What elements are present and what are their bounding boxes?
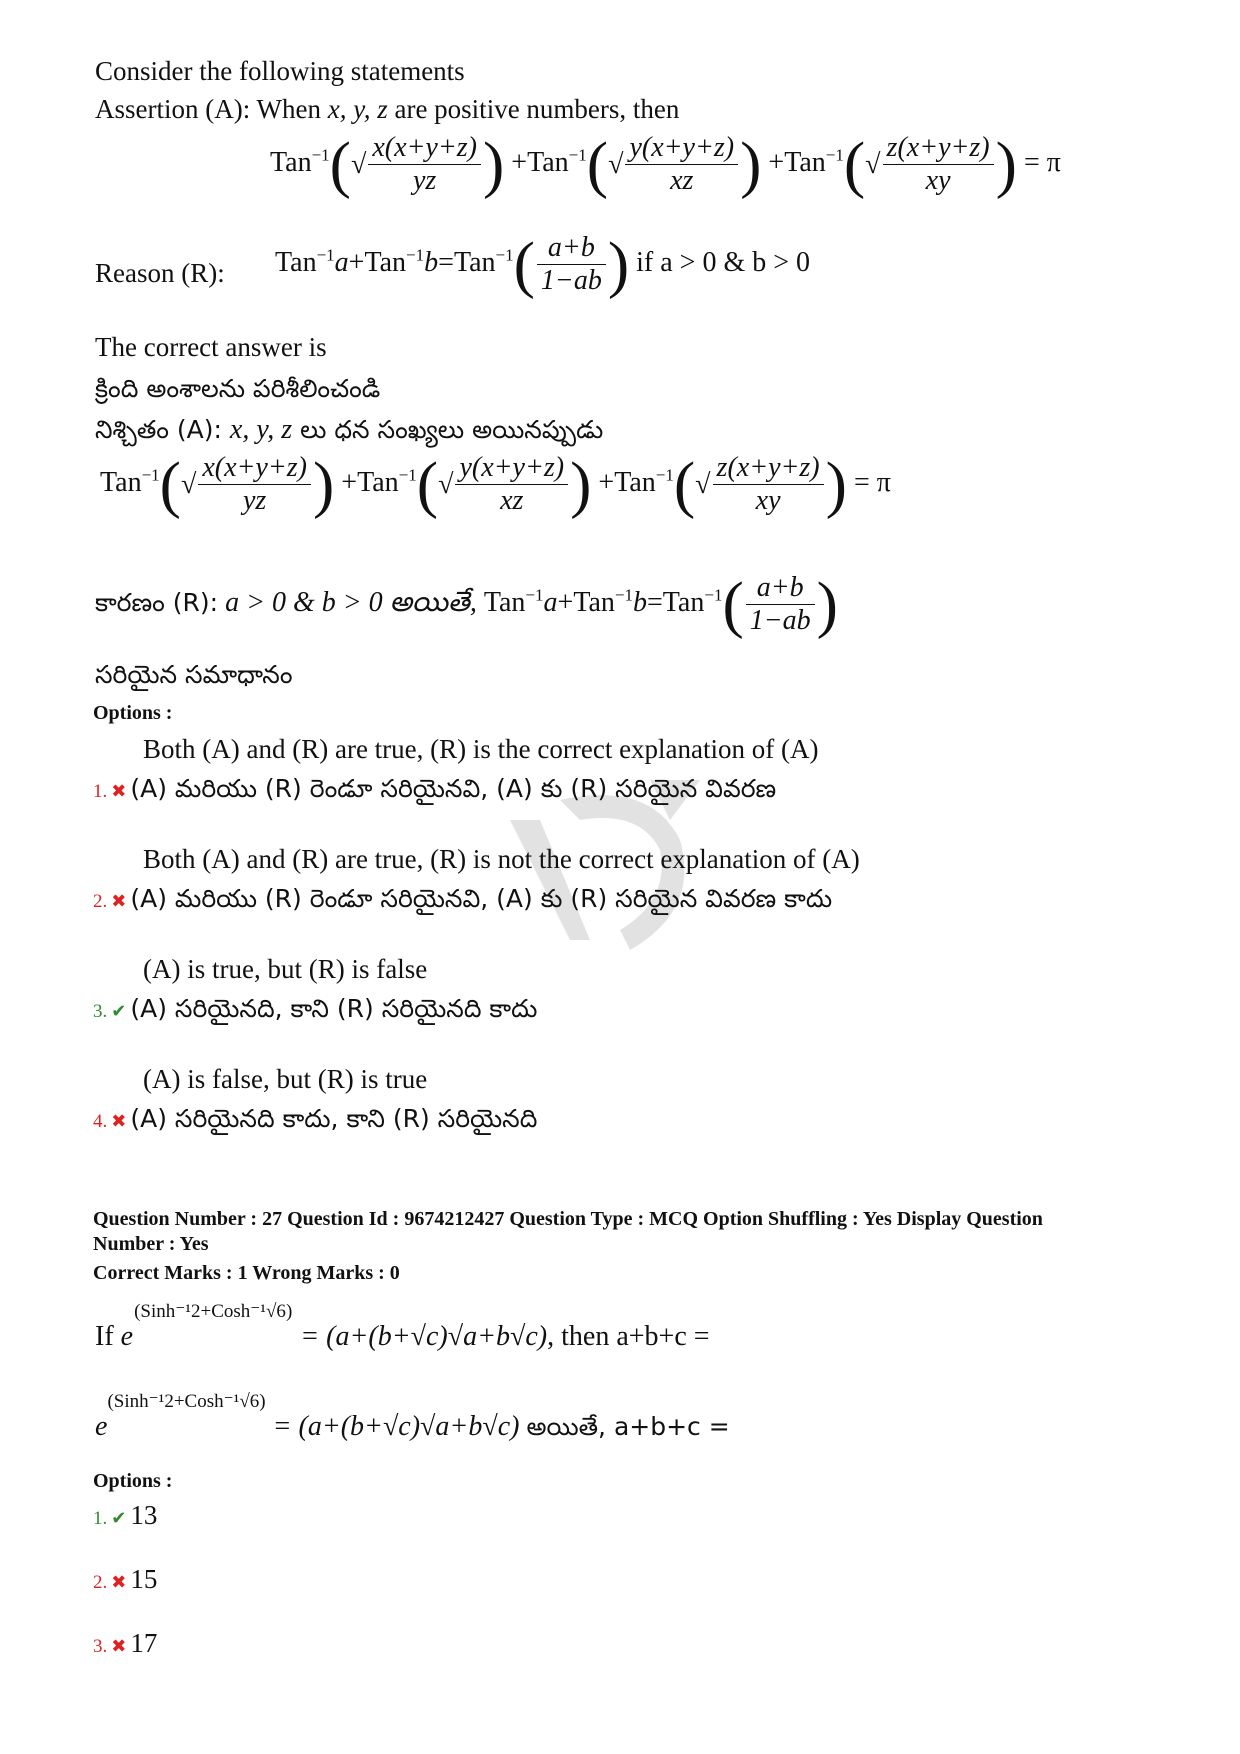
wrong-icon: ✖ — [111, 1111, 127, 1132]
option-number: 3. — [93, 1636, 108, 1657]
q26-options-label: Options : — [93, 702, 173, 724]
q26-te-reason: కారణం (R): a > 0 & b > 0 అయితే, Tan$^{-1}$a+Tan$^{-1}$b=Tan$^{-1}$( $\frac{a+b}{1-ab}$ ) — [95, 568, 838, 640]
option-text-en: Both (A) and (R) are true, (R) is not the correct explanation of (A) — [143, 844, 860, 874]
option-value: 13 — [130, 1500, 158, 1530]
option-text-te: (A) సరియైనది, కాని (R) సరియైనది కాదు — [130, 994, 538, 1023]
q27-option-1[interactable] — [93, 1500, 157, 1531]
q27-meta-line2: Number : Yes — [93, 1233, 209, 1255]
q26-te-assertion: నిశ్చితం (A): x, y, z లు ధన సంఖ్యలు అయినప్పుడు — [95, 414, 604, 445]
option-number: 1. — [93, 781, 108, 802]
option-text-te: (A) మరియు (R) రెండూ సరియైనవి, (A) కు (R) సరియైన వివరణ — [130, 774, 777, 803]
q27-option-3[interactable] — [93, 1628, 157, 1659]
option-text-en: Both (A) and (R) are true, (R) is the correct explanation of (A) — [143, 734, 819, 764]
q26-te-assertion-formula: Tan$^{-1}$(√ $\frac{x(x+y+z)}{yz}$ ) +Tan$^{-1}$(√ $\frac{y(x+y+z)}{xz}$ ) +Tan$^{-1}$(√ $\frac{z(x+y+z)}{xy}$ ) = π — [100, 448, 891, 520]
wrong-icon: ✖ — [111, 1636, 127, 1657]
option-number: 2. — [93, 1572, 108, 1593]
q27-meta-line1: Question Number : 27 Question Id : 9674212427 Question Type : MCQ Option Shuffling : Yes Display Question — [93, 1208, 1043, 1230]
wrong-icon: ✖ — [111, 781, 127, 802]
option-text-en: (A) is false, but (R) is true — [143, 1064, 428, 1094]
q26-assertion-en: Assertion (A): When x, y, z are positive numbers, then — [95, 94, 680, 124]
q27-question-en: If $e^{(Sinh^{-1}2+Cosh^{-1}√6)} = (a+(b+√c)√a+b√c)$, then a+b+c = — [95, 1301, 710, 1352]
option-value: 15 — [130, 1564, 158, 1594]
option-value: 17 — [130, 1628, 158, 1658]
correct-check-icon: ✔ — [111, 1001, 127, 1022]
watermark-logo — [500, 780, 710, 980]
option-text-te: (A) మరియు (R) రెండూ సరియైనవి, (A) కు (R) సరియైన వివరణ కాదు — [130, 884, 833, 913]
q26-te-answer: సరియైన సమాధానం — [95, 660, 293, 689]
option-number: 3. — [93, 1001, 108, 1022]
q26-reason-formula: Tan$^{-1}$a+Tan$^{-1}$b=Tan$^{-1}$( $\frac{a+b}{1-ab}$ ) if a > 0 & b > 0 — [275, 228, 811, 300]
q27-option-2[interactable] — [93, 1564, 157, 1595]
option-text-te: (A) సరియైనది కాదు, కాని (R) సరియైనది — [130, 1104, 538, 1133]
option-number: 4. — [93, 1111, 108, 1132]
q26-answer-prompt: The correct answer is — [95, 332, 327, 362]
q27-marks: Correct Marks : 1 Wrong Marks : 0 — [93, 1262, 400, 1284]
option-number: 1. — [93, 1508, 108, 1529]
q26-reason-label: Reason (R): — [95, 258, 225, 288]
wrong-icon: ✖ — [111, 1572, 127, 1593]
wrong-icon: ✖ — [111, 891, 127, 912]
option-number: 2. — [93, 891, 108, 912]
q26-intro: Consider the following statements — [95, 56, 465, 86]
q26-assertion-formula: Tan$^{-1}$(√ $\frac{x(x+y+z)}{yz}$ ) +Tan$^{-1}$(√ $\frac{y(x+y+z)}{xz}$ ) +Tan$^{-1}$(√ $\frac{z(x+y+z)}{xy}$ ) = π — [270, 128, 1061, 200]
q26-te-intro: క్రింది అంశాలను పరిశీలించండి — [95, 374, 381, 403]
option-text-en: (A) is true, but (R) is false — [143, 954, 428, 984]
q27-question-te: $e^{(Sinh^{-1}2+Cosh^{-1}√6)} = (a+(b+√c)√a+b√c)$ అయితే, a+b+c = — [95, 1391, 730, 1442]
correct-check-icon: ✔ — [111, 1508, 127, 1529]
q27-options-label: Options : — [93, 1470, 173, 1492]
